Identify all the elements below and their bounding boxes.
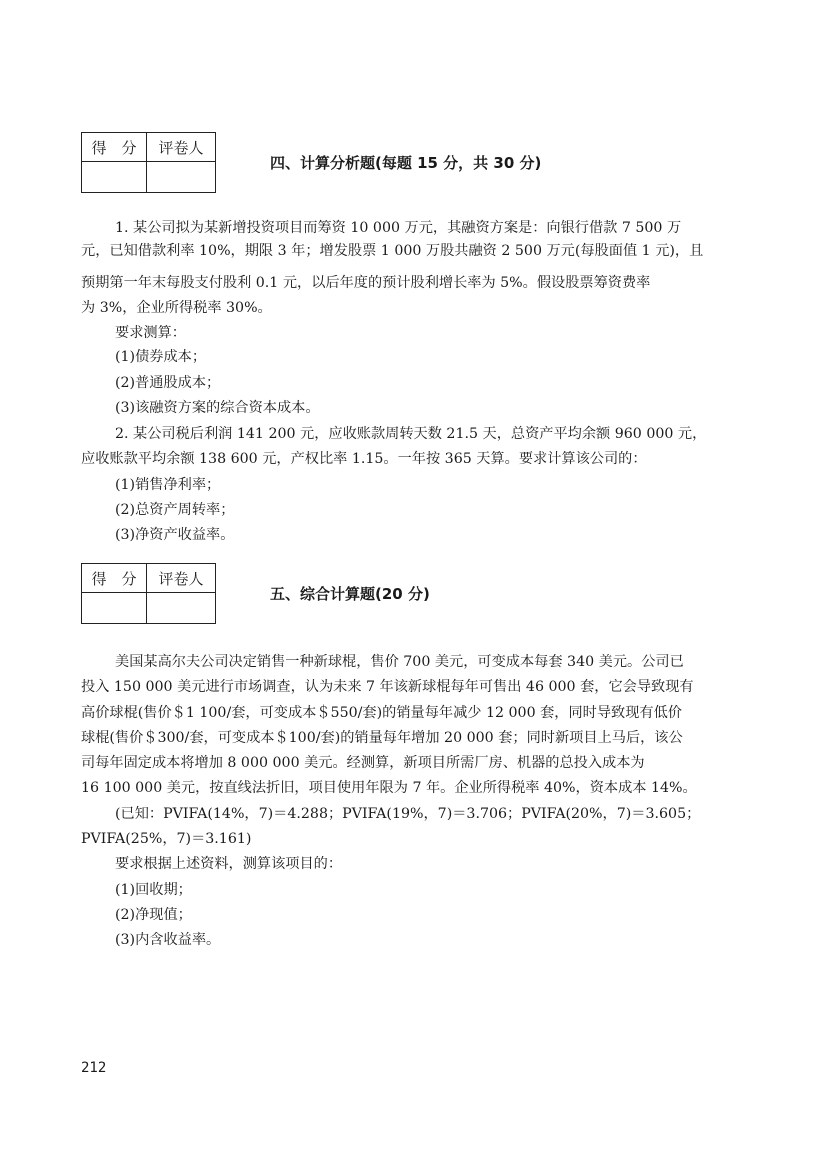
score-cell: [82, 593, 147, 624]
grader-label: 评卷人: [147, 133, 216, 162]
score-box-section4: [81, 132, 216, 193]
section5-line: (已知：PVIFA(14%，7)＝4.288；PVIFA(19%，7)＝3.706；PVIFA(20%，7)＝3.605；: [115, 806, 701, 822]
section4-line: 为 3%，企业所得税率 30%。: [81, 300, 272, 316]
section5-line: 16 100 000 美元，按直线法折旧，项目使用年限为 7 年。企业所得税率 40%，资本成本 14%。: [81, 780, 697, 796]
section4-line: (1)销售净利率；: [115, 477, 221, 493]
section5-title: 五、综合计算题(20 分): [270, 585, 430, 603]
section5-line: 投入 150 000 美元进行市场调查，认为未来 7 年该新球棍每年可售出 46 000 套，它会导致现有: [81, 679, 694, 695]
section4-line: 2. 某公司税后利润 141 200 元，应收账款周转天数 21.5 天，总资产平均余额 960 000 元，: [115, 426, 707, 442]
section4-line: 元，已知借款利率 10%，期限 3 年；增发股票 1 000 万股共融资 2 500 万元(每股面值 1 元)，且: [81, 243, 704, 259]
score-box-section5: [81, 563, 216, 624]
score-label: 得 分: [82, 133, 147, 162]
grader-cell: [147, 162, 216, 193]
section4-line: (3)净资产收益率。: [115, 527, 235, 543]
section4-line: 1. 某公司拟为某新增投资项目而筹资 10 000 万元，其融资方案是：向银行借款 7 500 万: [115, 220, 682, 236]
section4-line: 应收账款平均余额 138 600 元，产权比率 1.15。一年按 365 天算。要求计算该公司的：: [81, 451, 647, 467]
score-label: 得 分: [82, 564, 147, 593]
section4-line: 要求测算：: [115, 325, 186, 341]
section4-line: 预期第一年末每股支付股利 0.1 元，以后年度的预计股利增长率为 5%。假设股票筹资费率: [81, 275, 651, 291]
score-cell: [82, 162, 147, 193]
section4-line: (2)普通股成本；: [115, 375, 221, 391]
section5-line: (2)净现值；: [115, 907, 192, 923]
section5-line: (3)内含收益率。: [115, 932, 221, 948]
section5-line: 司每年固定成本将增加 8 000 000 美元。经测算，新项目所需厂房、机器的总投入成本为: [81, 755, 645, 771]
section5-line: PVIFA(25%，7)＝3.161): [81, 831, 252, 847]
section5-line: 高价球棍(售价＄1 100/套，可变成本＄550/套)的销量每年减少 12 000 套，同时导致现有低价: [81, 705, 682, 721]
section5-line: 要求根据上述资料，测算该项目的：: [115, 856, 343, 872]
section5-line: (1)回收期；: [115, 882, 192, 898]
grader-label: 评卷人: [147, 564, 216, 593]
section4-line: (1)债券成本；: [115, 349, 207, 365]
section5-line: 球棍(售价＄300/套，可变成本＄100/套)的销量每年增加 20 000 套；同时新项目上马后，该公: [81, 730, 683, 746]
grader-cell: [147, 593, 216, 624]
section5-line: 美国某高尔夫公司决定销售一种新球棍，售价 700 美元，可变成本每套 340 美元。公司已: [115, 654, 684, 670]
section4-line: (3)该融资方案的综合资本成本。: [115, 400, 320, 416]
section4-line: (2)总资产周转率；: [115, 502, 235, 518]
section4-title: 四、计算分析题(每题 15 分，共 30 分): [270, 154, 542, 172]
page-number: 212: [81, 1060, 107, 1076]
